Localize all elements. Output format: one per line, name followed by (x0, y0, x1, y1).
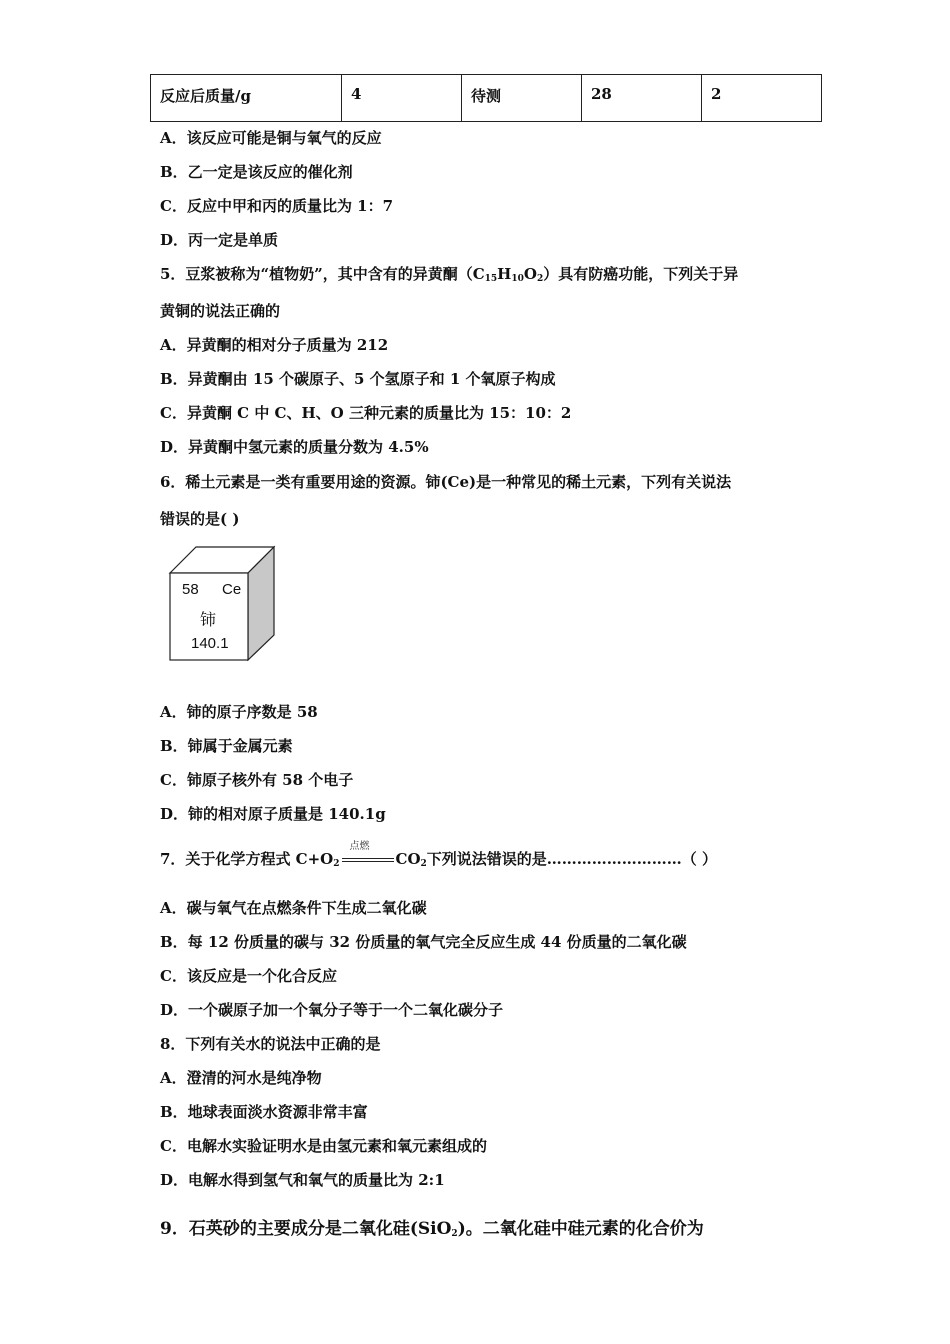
q5-option-d: D．异黄酮中氢元素的质量分数为 4.5% (160, 438, 429, 456)
table-cell-yi: 待测 (462, 75, 582, 121)
q6-option-d: D．铈的相对原子质量是 140.1g (160, 805, 386, 823)
q6-option-a: A．铈的原子序数是 58 (160, 703, 318, 721)
q6-stem-line2: 错误的是( ) (160, 510, 240, 528)
element-cell-figure (168, 545, 280, 667)
q5-option-b: B．异黄酮由 15 个碳原子、5 个氢原子和 1 个氧原子构成 (160, 370, 556, 388)
q8-stem: 8．下列有关水的说法中正确的是 (160, 1035, 381, 1053)
atomic-number: 58 (182, 581, 199, 598)
q8-option-d: D．电解水得到氢气和氧气的质量比为 2:1 (160, 1171, 445, 1189)
q5-stem-line1: 5．豆浆被称为“植物奶”，其中含有的异黄酮$(C_{15}H_{10}O_2)$具有防癌功能，下列关于异 (160, 265, 739, 284)
q7-option-d: D．一个碳原子加一个氧分子等于一个二氧化碳分子 (160, 1001, 504, 1019)
q5-stem-line2: 黄铜的说法正确的 (160, 302, 281, 320)
q8-option-b: B．地球表面淡水资源非常丰富 (160, 1103, 368, 1121)
reaction-condition: 点燃 (349, 841, 370, 852)
q4-option-a: A．该反应可能是铜与氧气的反应 (160, 129, 382, 147)
reaction-arrow (342, 841, 394, 869)
q6-option-b: B．铈属于金属元素 (160, 737, 293, 755)
q8-option-a: A．澄清的河水是纯净物 (160, 1069, 322, 1087)
q7-stem: 7．关于化学方程式 $C+O_2$ 点燃 $CO_2$下列说法错误的是………………………（ ） (160, 848, 717, 869)
q9-stem: 9．石英砂的主要成分是二氧化硅(SiO$_2$)。二氧化硅中硅元素的化合价为 (160, 1219, 704, 1239)
atomic-mass: 140.1 (191, 635, 229, 652)
element-symbol: Ce (222, 581, 242, 598)
element-name: 铈 (200, 610, 217, 629)
q7-option-b: B．每 12 份质量的碳与 32 份质量的氧气完全反应生成 44 份质量的二氧化碳 (160, 933, 687, 951)
table-cell-ding: 2 (711, 85, 722, 103)
q7-option-a: A．碳与氧气在点燃条件下生成二氧化碳 (160, 899, 427, 917)
q4-option-c: C．反应中甲和丙的质量比为 1：7 (160, 197, 394, 215)
table-cell-bing: 28 (582, 75, 702, 121)
q5-option-a: A．异黄酮的相对分子质量为 212 (160, 336, 389, 354)
mass-table-row (150, 74, 822, 122)
q6-stem-line1: 6．稀土元素是一类有重要用途的资源。铈(Ce)是一种常见的稀土元素，下列有关说法 (160, 473, 732, 491)
q4-option-b: B．乙一定是该反应的催化剂 (160, 163, 353, 181)
q5-option-c: C．异黄酮 C 中 C、H、O 三种元素的质量比为 15：10：2 (160, 404, 572, 422)
q8-option-c: C．电解水实验证明水是由氢元素和氧元素组成的 (160, 1137, 487, 1155)
q7-option-c: C．该反应是一个化合反应 (160, 967, 337, 985)
table-cell-jia: 4 (342, 75, 462, 121)
q6-option-c: C．铈原子核外有 58 个电子 (160, 771, 354, 789)
row-label: 反应后质量/g (151, 75, 342, 121)
q4-option-d: D．丙一定是单质 (160, 231, 279, 249)
